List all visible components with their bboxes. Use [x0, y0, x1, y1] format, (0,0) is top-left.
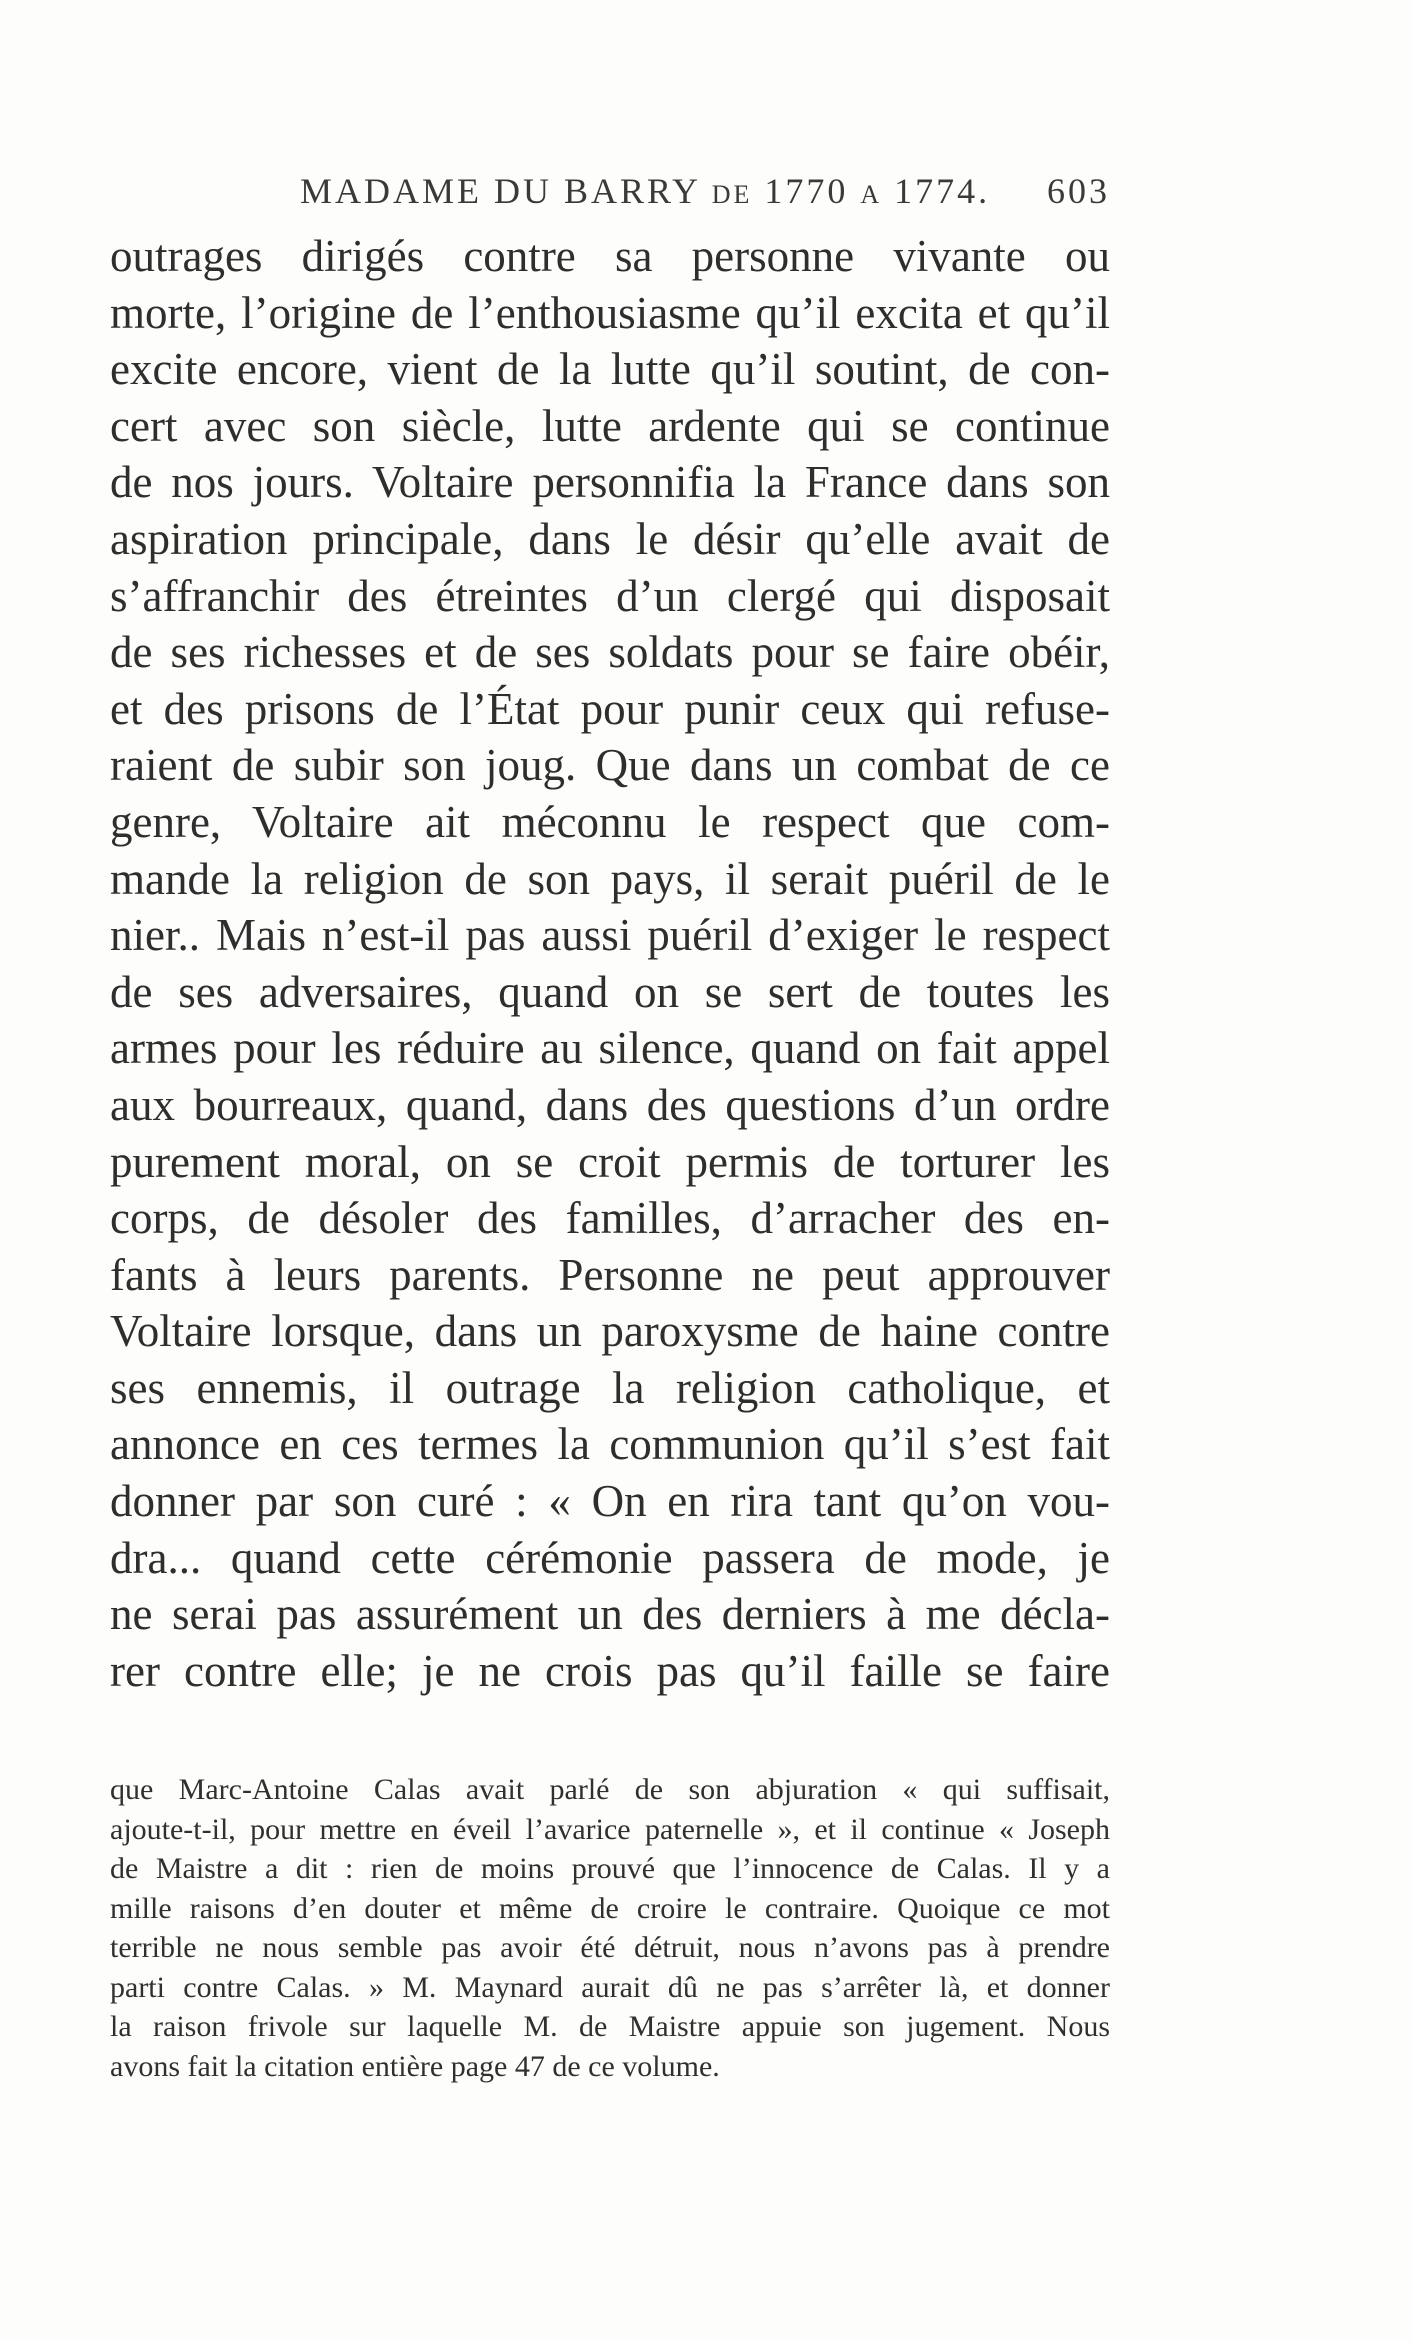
text-line: corps, de désoler des familles, d’arracher des en- [110, 1193, 1110, 1244]
text-line: outrages dirigés contre sa personne vivante ou [110, 231, 1110, 281]
text-line: excite encore, vient de la lutte qu’il soutint, de con- [110, 344, 1110, 395]
text-line: ses ennemis, il outrage la religion catholique, et [110, 1362, 1110, 1413]
running-title-year-from: 1770 [764, 171, 849, 211]
page-number: 603 [1047, 171, 1110, 211]
main-text [110, 228, 1110, 1699]
text-line: donner par son curé : « On en rira tant qu’on vou- [110, 1476, 1110, 1527]
running-title-de: DE [711, 180, 753, 209]
footnote-line: que Marc-Antoine Calas avait parlé de son abjuration « qui suffisait, [110, 1773, 1110, 1806]
text-line: de ses adversaires, quand on se sert de toutes les [110, 966, 1110, 1017]
text-line: morte, l’origine de l’enthousiasme qu’il excita et qu’il [110, 287, 1110, 338]
footnote-line: mille raisons d’en douter et même de croire le contraire. Quoique ce mot [110, 1891, 1110, 1925]
text-line: aspiration principale, dans le désir qu’elle avait de [110, 513, 1110, 564]
text-line: mande la religion de son pays, il serait puéril de le [110, 853, 1110, 904]
running-head [110, 170, 1110, 220]
running-title-a: A [860, 180, 883, 209]
text-line: et des prisons de l’État pour punir ceux qui refuse- [110, 683, 1110, 734]
text-line: de ses richesses et de ses soldats pour se faire obéir, [110, 627, 1110, 678]
footnote-line: avons fait la citation entière page 47 de ce volume. [110, 2049, 720, 2083]
text-line: dra... quand cette cérémonie passera de mode, je [110, 1532, 1110, 1583]
text-line: annonce en ces termes la communion qu’il s’est fait [110, 1419, 1110, 1470]
footnote-line: parti contre Calas. » M. Maynard aurait dû ne pas s’arrêter là, et donner [110, 1970, 1110, 2004]
footnote-line: ajoute-t-il, pour mettre en éveil l’avarice paternelle », et il continue « Joseph [110, 1812, 1110, 1846]
text-line: armes pour les réduire au silence, quand on fait appel [110, 1023, 1110, 1074]
text-line: Voltaire lorsque, dans un paroxysme de haine contre [110, 1306, 1110, 1357]
text-line: cert avec son siècle, lutte ardente qui se continue [110, 400, 1110, 451]
running-title-year-to: 1774. [894, 171, 991, 211]
text-line: de nos jours. Voltaire personnifia la France dans son [110, 457, 1110, 508]
running-title [300, 170, 990, 212]
running-title-main: MADAME DU BARRY [300, 171, 700, 211]
text-line: fants à leurs parents. Personne ne peut approuver [110, 1249, 1110, 1300]
text-line: purement moral, on se croit permis de torturer les [110, 1136, 1110, 1187]
text-line: s’affranchir des étreintes d’un clergé qui disposait [110, 570, 1110, 621]
footnote-line: de Maistre a dit : rien de moins prouvé que l’innocence de Calas. Il y a [110, 1852, 1110, 1885]
text-line: genre, Voltaire ait méconnu le respect que com- [110, 796, 1110, 847]
footnote [110, 1770, 1110, 2086]
text-line: ne serai pas assurément un des derniers à me décla- [110, 1589, 1110, 1640]
footnote-line: terrible ne nous semble pas avoir été détruit, nous n’avons pas à prendre [110, 1931, 1110, 1964]
text-line: aux bourreaux, quand, dans des questions d’un ordre [110, 1079, 1110, 1130]
text-line: raient de subir son joug. Que dans un combat de ce [110, 740, 1110, 791]
footnote-line: la raison frivole sur laquelle M. de Maistre appuie son jugement. Nous [110, 2010, 1110, 2043]
text-line: nier.. Mais n’est-il pas aussi puéril d’exiger le respect [110, 910, 1110, 961]
text-line: rer contre elle; je ne crois pas qu’il faille se faire [110, 1645, 1110, 1696]
